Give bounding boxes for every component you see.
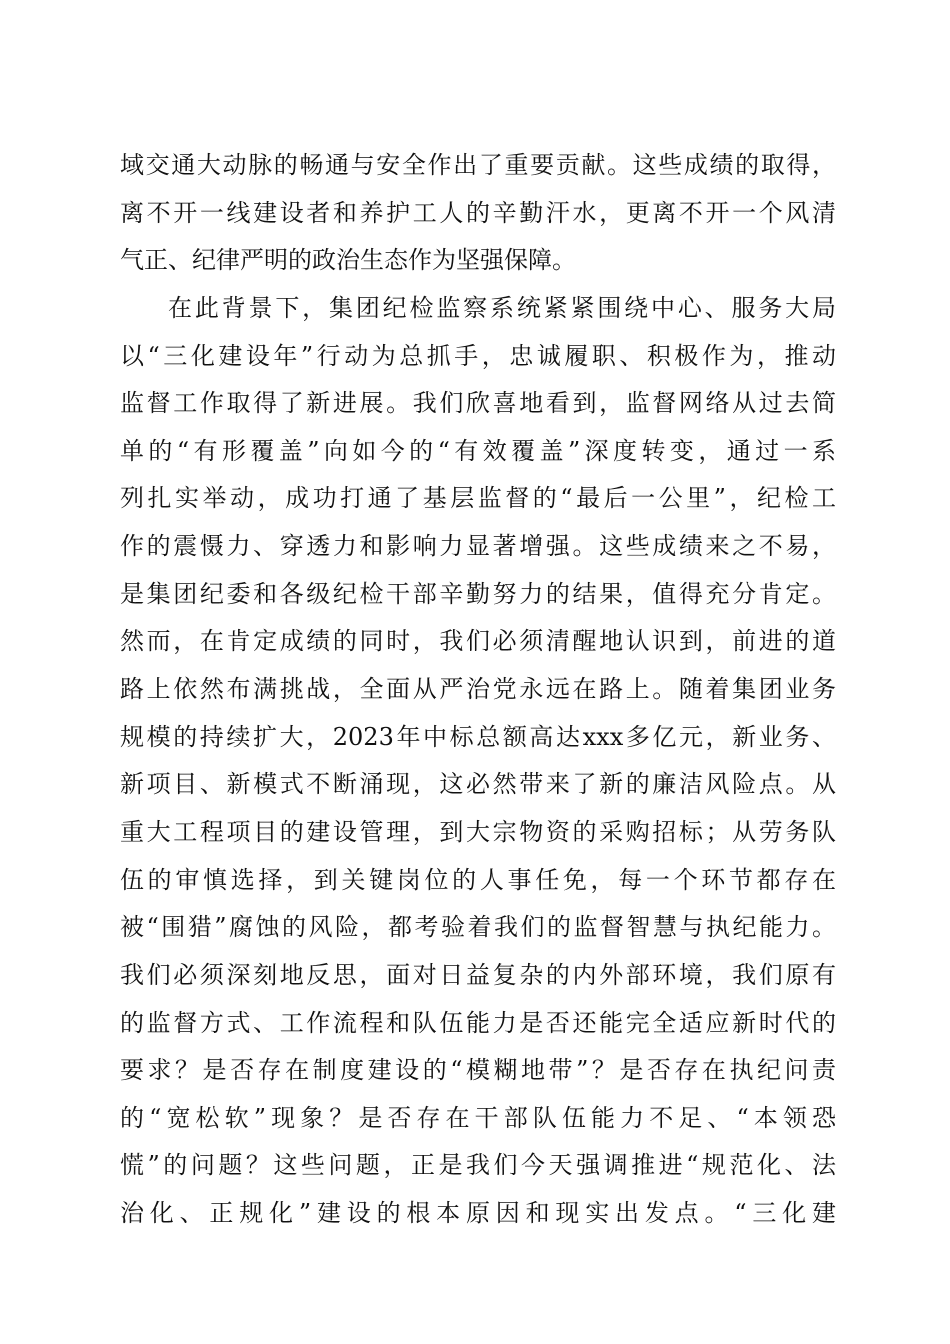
text-line: 治化、正规化”建设的根本原因和现实出发点。“三化建 <box>120 1199 836 1228</box>
text-line: 的监督方式、工作流程和队伍能力是否还能完全适应新时代的 <box>120 1008 836 1037</box>
text-line: 监督工作取得了新进展。我们欣喜地看到，监督网络从过去简 <box>120 389 836 418</box>
text-line: 慌”的问题？这些问题，正是我们今天强调推进“规范化、法 <box>120 1151 836 1180</box>
text-line: 然而，在肯定成绩的同时，我们必须清醒地认识到，前进的道 <box>120 627 836 656</box>
text-line: 重大工程项目的建设管理，到大宗物资的采购招标；从劳务队 <box>120 817 836 846</box>
text-line: 伍的审慎选择，到关键岗位的人事任免，每一个环节都存在 <box>120 865 836 894</box>
body-text <box>120 142 836 1238</box>
text-line: 被“围猎”腐蚀的风险，都考验着我们的监督智慧与执纪能力。 <box>120 913 836 942</box>
text-line: 路上依然布满挑战，全面从严治党永远在路上。随着集团业务 <box>120 675 836 704</box>
text-line: 单的“有形覆盖”向如今的“有效覆盖”深度转变，通过一系 <box>120 436 836 465</box>
text-line: 离不开一线建设者和养护工人的辛勤汗水，更离不开一个风清 <box>120 198 836 227</box>
text-line: 气正、纪律严明的政治生态作为坚强保障。 <box>120 246 576 275</box>
text-line: 规模的持续扩大，2023年中标总额高达xxx多亿元，新业务、 <box>120 722 836 751</box>
text-line: 列扎实举动，成功打通了基层监督的“最后一公里”，纪检工 <box>120 484 836 513</box>
text-line: 的“宽松软”现象？是否存在干部队伍能力不足、“本领恐 <box>120 1103 836 1132</box>
text-line: 是集团纪委和各级纪检干部辛勤努力的结果，值得充分肯定。 <box>120 579 836 608</box>
text-line: 作的震慑力、穿透力和影响力显著增强。这些成绩来之不易， <box>120 532 836 561</box>
text-line: 域交通大动脉的畅通与安全作出了重要贡献。这些成绩的取得， <box>120 151 836 179</box>
text-line: 新项目、新模式不断涌现，这必然带来了新的廉洁风险点。从 <box>120 770 836 799</box>
text-line: 以“三化建设年”行动为总抓手，忠诚履职、积极作为，推动 <box>120 341 836 370</box>
text-line: 我们必须深刻地反思，面对日益复杂的内外部环境，我们原有 <box>120 960 836 989</box>
text-line: 要求？是否存在制度建设的“模糊地带”？是否存在执纪问责 <box>120 1056 836 1085</box>
paragraph-first-line: 在此背景下，集团纪检监察系统紧紧围绕中心、服务大局 <box>168 293 836 322</box>
